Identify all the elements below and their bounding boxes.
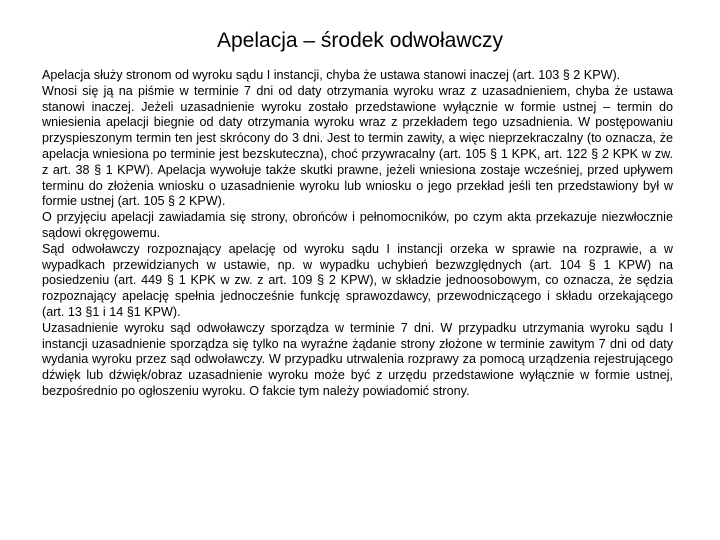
paragraph-appeal-deadline: Wnosi się ją na piśmie w terminie 7 dni od daty otrzymania wyroku wraz z uzasadnieniem, chyba że ustawa stanowi inaczej. Jeżeli uzasadnienie wyroku zostało przedstawione wyłącznie w formie ustnej – termin do wniesienia apelacji biegnie od daty otrzymania wyroku wraz z przekładem tego uzsadnienia. W postępowaniu przyspieszonym termin ten jest skrócony do 3 dni. Jest to termin zawity, a więc nieprzekraczalny (to oznacza, że apelacja wniesiona po terminie jest bezskuteczna), choć przywracalny (art. 105 § 1 KPK, art. 122 § 2 KPK w zw. z art. 38 § 1 KPW). Apelacja wywołuje także skutki prawne, jeżeli wniesiona zostaje wcześniej, przed upływem terminu do złożenia wniosku o uzasadnienie wyroku lub wniosku o jego przekład jeśli ten przedstawiony był w formie ustnej (art. 105 § 2 KPW). (42, 83, 673, 209)
paragraph-appeal-right: Apelacja służy stronom od wyroku sądu I instancji, chyba że ustawa stanowi inaczej (art. 103 § 2 KPW). (42, 68, 621, 82)
paragraph-judgment-justification: Uzasadnienie wyroku sąd odwoławczy sporządza w terminie 7 dni. W przypadku utrzymania wyroku sądu I instancji uzasadnienie sporządza się tylko na wyraźne żądanie strony złożone w terminie zawitym 7 dni od daty wydania wyroku przez sąd odwoławczy. W przypadku utrwalenia rozprawy za pomocą urządzenia rejestrującego dźwięk lub dźwięk/obraz uzasadnienie wyroku może być z urzędu przedstawione wyłącznie w formie ustnej, bezpośrednio po ogłoszeniu wyroku. O fakcie tym należy powiadomić strony. (42, 320, 673, 398)
slide-title: Apelacja – środek odwoławczy (217, 29, 503, 52)
paragraph-appeal-notification: O przyjęciu apelacji zawiadamia się strony, obrońców i pełnomocników, po czym akta przekazuje niezwłocznie sądowi okręgowemu. (42, 210, 673, 240)
paragraph-appeal-court: Sąd odwoławczy rozpoznający apelację od wyroku sądu I instancji orzeka w sprawie na rozprawie, a w wypadkach przewidzianych w ustawie, np. w wypadku uchybień bezwzględnych (art. 104 § 1 KPW) na posiedzeniu (art. 449 § 1 KPK w zw. z art. 109 § 2 KPW), w składzie jednoosobowym, co oznacza, że sędzia rozpoznający apelację spełnia jednocześnie funkcję sprawozdawcy, przewodniczącego i składu orzekającego (art. 13 §1 i 14 §1 KPW). (42, 241, 673, 319)
slide-body (42, 68, 673, 400)
